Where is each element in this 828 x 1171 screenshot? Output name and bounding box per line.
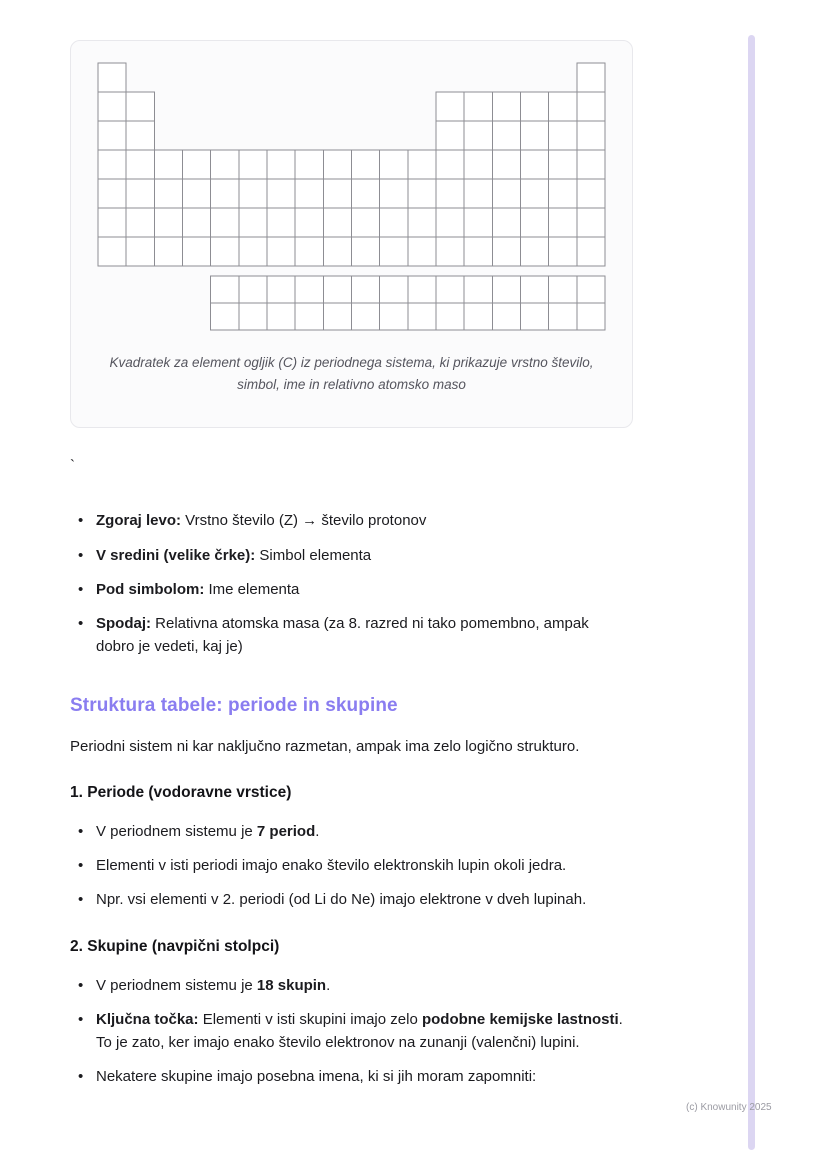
list-item-bold: 7 period	[256, 822, 316, 840]
list-item-text: .	[326, 976, 331, 994]
list-item-text: Nekatere skupine imajo posebna imena, ki si jih moram zapomniti:	[96, 1068, 537, 1086]
scrollbar-track[interactable]	[748, 35, 755, 1150]
list-item-bold: 18 skupin	[256, 976, 327, 994]
periodic-table-figure	[70, 40, 633, 428]
list-item-bold: Zgoraj levo:	[96, 512, 182, 530]
section-heading: Struktura tabele: periode in skupine	[70, 694, 398, 716]
list-item-bold: Spodaj:	[96, 615, 151, 633]
list-item	[70, 854, 628, 877]
list-item	[70, 1065, 628, 1088]
list-item-text: Elementi v isti skupini imajo zelo	[198, 1010, 422, 1028]
list-item-bold: Pod simbolom:	[96, 580, 205, 598]
periods-list	[70, 820, 628, 912]
list-item	[70, 974, 628, 997]
list-item-text: Simbol elementa	[255, 546, 372, 564]
list-item-text: V periodnem sistemu je	[96, 822, 257, 840]
groups-list	[70, 974, 628, 1089]
figure-caption: Kvadratek za element ogljik (C) iz periodnega sistema, ki prikazuje vrstno število, simbol, ime in relativno atomsko maso	[109, 355, 594, 392]
element-box-list	[70, 509, 628, 658]
list-item	[70, 612, 628, 659]
list-item	[70, 578, 628, 601]
list-item	[70, 544, 628, 567]
list-item-text: Relativna atomska masa (za 8. razred ni tako pomembno, ampak dobro je vedeti, kaj je)	[96, 615, 589, 656]
list-item-text: Ime elementa	[204, 580, 300, 598]
list-item-text: . To je zato, ker imajo enako število elektronov na zunanji (valenčni) lupini.	[96, 1010, 623, 1052]
list-item-bold: Ključna točka:	[96, 1010, 199, 1028]
periodic-table-svg	[98, 63, 605, 330]
list-item-text: .	[315, 822, 320, 840]
list-item	[70, 509, 628, 532]
list-item-text: Vrstno število (Z) → število protonov	[181, 512, 427, 530]
subheading-periods: 1. Periode (vodoravne vrstice)	[70, 783, 292, 801]
periodic-table-grid	[98, 63, 605, 330]
document-content	[70, 0, 628, 1100]
watermark: (c) Knowunity 2025	[686, 1102, 772, 1113]
list-item-text: Npr. vsi elementi v 2. periodi (od Li do Ne) imajo elektrone v dveh lupinah.	[96, 891, 587, 909]
list-item	[70, 820, 628, 843]
list-item-text: V periodnem sistemu je	[96, 976, 257, 994]
list-item-bold: V sredini (velike črke):	[96, 546, 256, 564]
stray-backtick: `	[70, 457, 75, 475]
list-item	[70, 1008, 628, 1055]
list-item-bold: podobne kemijske lastnosti	[421, 1010, 619, 1028]
intro-paragraph: Periodni sistem ni kar naključno razmetan, ampak ima zelo logično strukturo.	[70, 737, 580, 755]
list-item-text: Elementi v isti periodi imajo enako število elektronskih lupin okoli jedra.	[96, 857, 567, 875]
list-item	[70, 888, 628, 911]
subheading-groups: 2. Skupine (navpični stolpci)	[70, 937, 280, 955]
